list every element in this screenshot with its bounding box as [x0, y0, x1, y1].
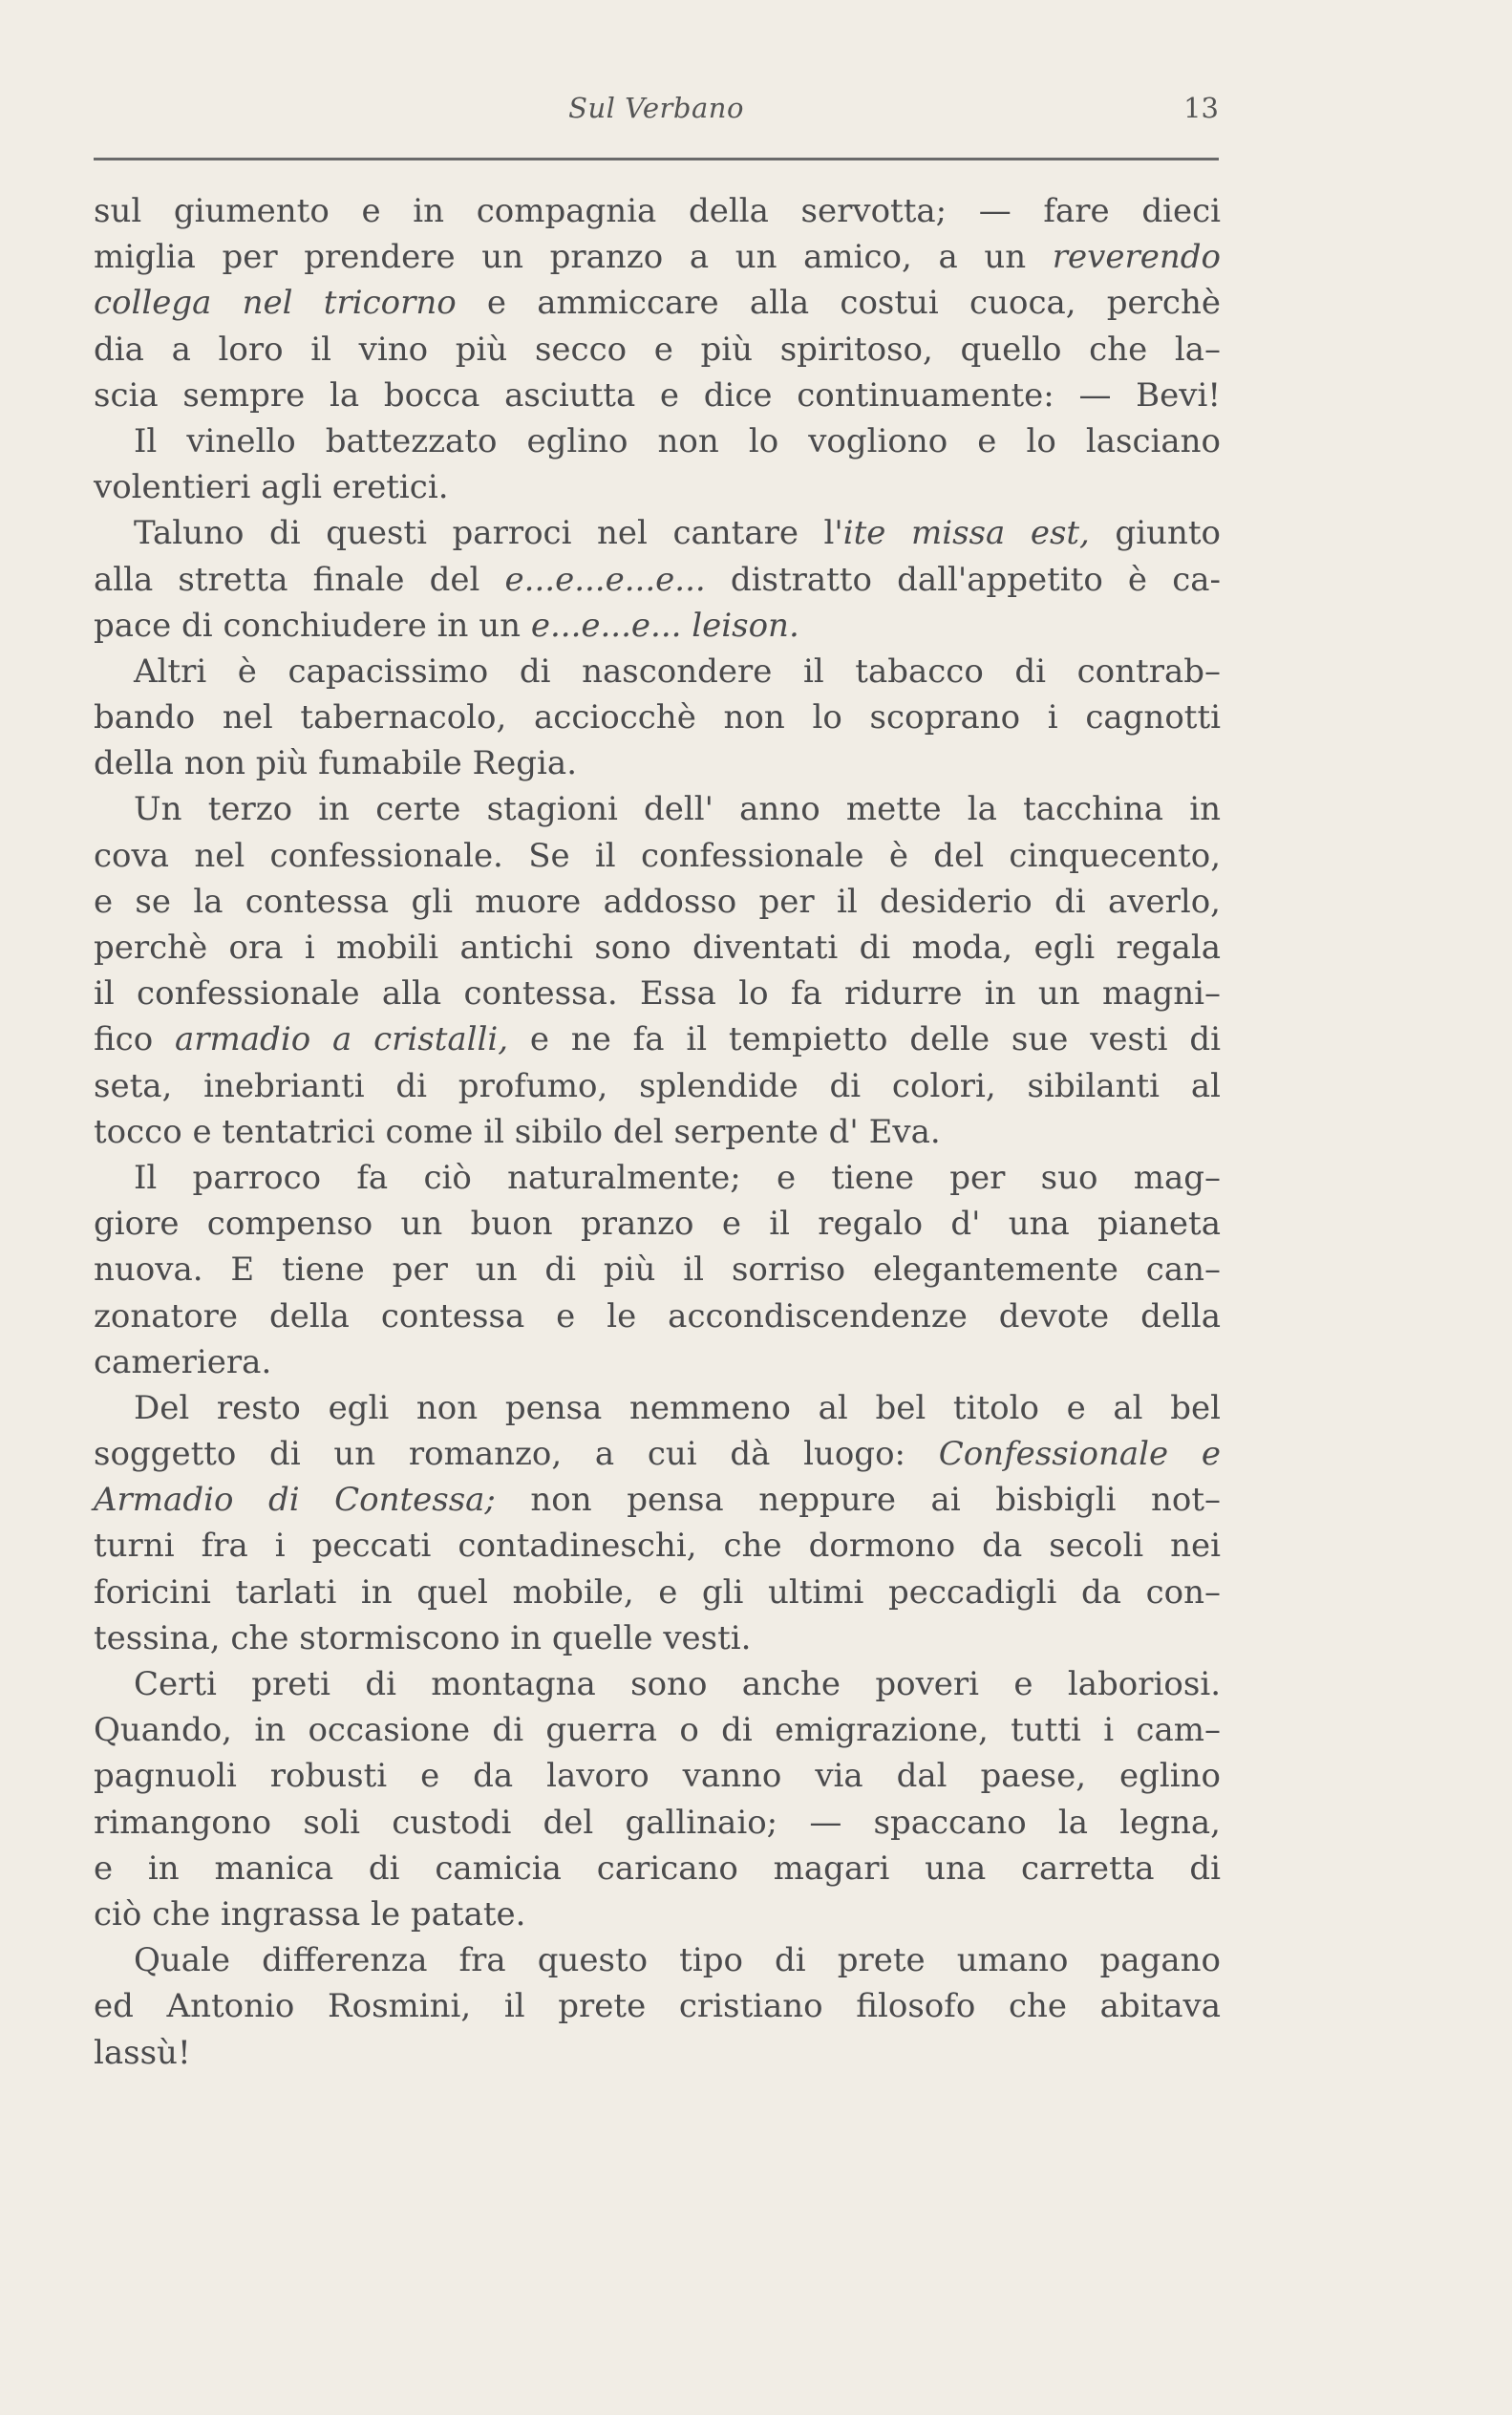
text-segment: zonatore della contessa e le accondiscendenze devote della	[94, 1296, 1221, 1336]
text-segment: foricini tarlati in quel mobile, e gli ultimi peccadigli da con–	[94, 1572, 1221, 1612]
text-segment: Il parroco fa ciò naturalmente; e tiene per suo mag–	[134, 1158, 1221, 1197]
text-segment: dia a loro il vino più secco e più spiritoso, quello che la–	[94, 330, 1221, 369]
text-segment: cova nel confessionale. Se il confessionale è del cinquecento,	[94, 836, 1221, 875]
text-line	[94, 1431, 1221, 1477]
text-segment: rimangono soli custodi del gallinaio; — spaccano la legna,	[94, 1803, 1221, 1842]
text-segment: miglia per prendere un pranzo a un amico, a un	[94, 238, 1053, 277]
text-line	[94, 1570, 1221, 1615]
text-line	[94, 557, 1221, 603]
text-segment: pagnuoli robusti e da lavoro vanno via dal paese, eglino	[94, 1757, 1221, 1796]
text-segment: Quando, in occasione di guerra o di emigrazione, tutti i cam–	[94, 1711, 1221, 1750]
text-line	[94, 740, 1221, 786]
text-segment: Altri è capacissimo di nascondere il tabacco di contrab–	[134, 652, 1221, 691]
text-segment: e ammiccare alla costui cuoca, perchè	[456, 284, 1221, 323]
text-segment: e ne fa il tempietto delle sue vesti di	[508, 1020, 1221, 1059]
text-segment: Certi preti di montagna sono anche poveri e laboriosi.	[134, 1665, 1221, 1703]
text-line	[94, 1109, 1221, 1155]
text-line	[94, 786, 1221, 832]
text-segment: ciò che ingrassa le patate.	[94, 1894, 526, 1934]
text-segment: Un terzo in certe stagioni dell' anno mette la tacchina in	[134, 790, 1221, 829]
text-segment: e in manica di camicia caricano magari una carretta di	[94, 1849, 1221, 1888]
running-title: Sul Verbano	[568, 92, 744, 124]
text-line	[94, 1385, 1221, 1431]
text-line	[94, 2030, 1221, 2076]
italic-segment: e...e...e... leison.	[530, 606, 799, 645]
text-line	[94, 1339, 1221, 1385]
text-segment: cameriera.	[94, 1342, 272, 1381]
text-line	[94, 1891, 1221, 1937]
body-text	[94, 188, 1221, 2076]
text-line	[94, 1201, 1221, 1247]
italic-segment: armadio a cristalli,	[175, 1020, 509, 1059]
text-segment: distratto dall'appetito è ca-	[705, 560, 1221, 599]
text-line	[94, 234, 1221, 280]
text-line	[94, 1155, 1221, 1201]
text-line	[94, 188, 1221, 234]
text-line	[94, 464, 1221, 510]
text-line	[94, 1293, 1221, 1339]
text-segment: seta, inebrianti di profumo, splendide di colori, sibilanti al	[94, 1066, 1221, 1105]
text-line	[94, 879, 1221, 925]
text-line	[94, 1846, 1221, 1891]
text-segment: della non più fumabile Regia.	[94, 744, 577, 783]
page-header	[94, 92, 1219, 130]
text-line	[94, 1937, 1221, 1983]
text-segment: soggetto di un romanzo, a cui dà luogo:	[94, 1435, 939, 1474]
header-rule	[94, 158, 1219, 160]
text-segment: giunto	[1089, 514, 1221, 553]
text-line	[94, 1016, 1221, 1062]
italic-segment: ite missa est,	[842, 514, 1090, 553]
text-line	[94, 1615, 1221, 1661]
italic-segment: reverendo	[1052, 238, 1221, 277]
text-segment: fico	[94, 1020, 176, 1059]
text-segment: scia sempre la bocca asciutta e dice continuamente: — Bevi!	[94, 375, 1221, 415]
text-line	[94, 280, 1221, 326]
text-line	[94, 373, 1221, 418]
text-segment: Del resto egli non pensa nemmeno al bel titolo e al bel	[134, 1388, 1221, 1427]
text-segment: e se la contessa gli muore addosso per il desiderio di averlo,	[94, 882, 1221, 921]
text-line	[94, 1707, 1221, 1753]
text-segment: il confessionale alla contessa. Essa lo fa ridurre in un magni–	[94, 974, 1221, 1014]
text-line	[94, 649, 1221, 695]
text-segment: bando nel tabernacolo, acciocchè non lo scoprano i cagnotti	[94, 698, 1221, 737]
text-line	[94, 418, 1221, 464]
text-segment: nuova. E tiene per un di più il sorriso elegantemente can–	[94, 1250, 1221, 1290]
text-segment: Taluno di questi parroci nel cantare l'	[134, 514, 843, 553]
text-line	[94, 925, 1221, 971]
text-line	[94, 695, 1221, 740]
text-line	[94, 1983, 1221, 2029]
text-line	[94, 1523, 1221, 1569]
text-segment: sul giumento e in compagnia della servotta; — fare dieci	[94, 192, 1221, 230]
italic-segment: Confessionale e	[938, 1435, 1221, 1474]
italic-segment: collega nel tricorno	[94, 284, 457, 323]
text-line	[94, 603, 1221, 649]
text-segment: volentieri agli eretici.	[94, 468, 449, 507]
text-segment: Il vinello battezzato eglino non lo vogliono e lo lasciano	[134, 421, 1221, 460]
italic-segment: Armadio di Contessa;	[94, 1481, 496, 1520]
text-line	[94, 510, 1221, 556]
text-line	[94, 1247, 1221, 1293]
text-line	[94, 971, 1221, 1016]
text-line	[94, 1661, 1221, 1707]
text-line	[94, 1753, 1221, 1799]
text-segment: tessina, che stormiscono in quelle vesti.	[94, 1618, 752, 1657]
text-segment: giore compenso un buon pranzo e il regalo d' una pianeta	[94, 1205, 1221, 1244]
text-segment: pace di conchiudere in un	[94, 606, 531, 645]
text-segment: ed Antonio Rosmini, il prete cristiano filosofo che abitava	[94, 1987, 1221, 2026]
text-line	[94, 1063, 1221, 1109]
text-line	[94, 1800, 1221, 1846]
text-segment: lassù!	[94, 2033, 191, 2072]
text-segment: alla stretta finale del	[94, 560, 505, 599]
text-segment: tocco e tentatrici come il sibilo del serpente d' Eva.	[94, 1112, 941, 1151]
page-number: 13	[1183, 92, 1219, 124]
italic-segment: e...e...e...e...	[504, 560, 706, 599]
text-segment: non pensa neppure ai bisbigli not–	[495, 1481, 1221, 1520]
text-segment: Quale differenza fra questo tipo di prete umano pagano	[134, 1941, 1221, 1980]
text-line	[94, 833, 1221, 879]
text-line	[94, 1477, 1221, 1523]
text-segment: turni fra i peccati contadineschi, che dormono da secoli nei	[94, 1527, 1221, 1566]
text-segment: perchè ora i mobili antichi sono diventati di moda, egli regala	[94, 929, 1221, 967]
text-line	[94, 327, 1221, 373]
